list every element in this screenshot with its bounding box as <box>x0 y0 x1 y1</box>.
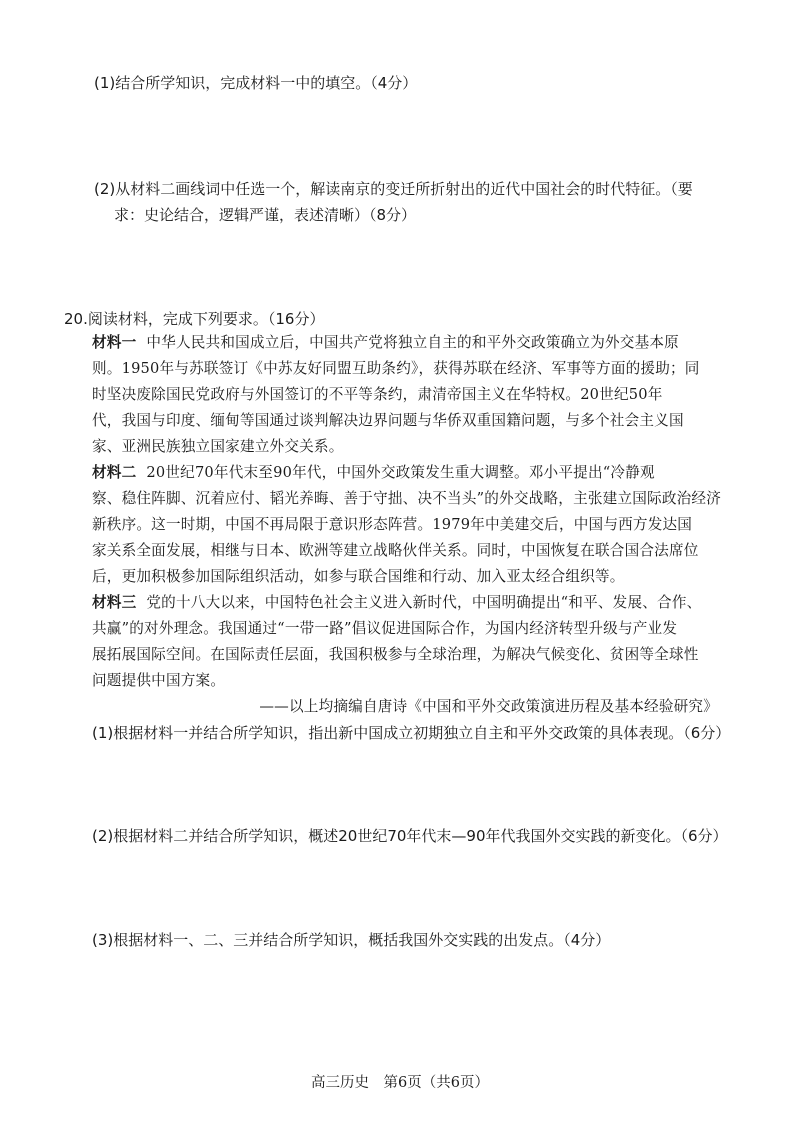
material2-line1: 材料二 20世纪70年代末至90年代，中国外交政策发生重大调整。邓小平提出“冷静观 <box>92 464 655 481</box>
material1-line4: 代，我国与印度、缅甸等国通过谈判解决边界问题与华侨双重国籍问题，与多个社会主义国 <box>92 412 684 429</box>
material2-line4: 家关系全面发展，相继与日本、欧洲等建立战略伙伴关系。同时，中国恢复在联合国合法席位 <box>92 542 699 559</box>
material1-line2: 则。1950年与苏联签订《中苏友好同盟互助条约》，获得苏联在经济、军事等方面的援助；同 <box>92 360 700 377</box>
material1-label: 材料一 <box>92 334 137 351</box>
material3-line4: 问题提供中国方案。 <box>92 672 226 689</box>
material3-line2: 共赢”的对外理念。我国通过“一带一路”倡议促进国际合作，为国内经济转型升级与产业发 <box>92 620 678 637</box>
material2-line3: 新秩序。这一时期，中国不再局限于意识形态阵营。1979年中美建交后，中国与西方发达国 <box>92 516 693 533</box>
q19-part1: (1)结合所学知识，完成材料一中的填空。（4分） <box>94 74 418 92</box>
material2-label: 材料二 <box>92 464 137 481</box>
q20-part3: (3)根据材料一、二、三并结合所学知识，概括我国外交实践的出发点。（4分） <box>92 931 611 949</box>
material2-line5: 后，更加积极参加国际组织活动，如参与联合国维和行动、加入亚太经合组织等。 <box>92 568 625 585</box>
material3-label: 材料三 <box>92 594 137 611</box>
page-footer: 高三历史 第6页（共6页） <box>311 1075 489 1091</box>
q19-part2-line2: 求：史论结合，逻辑严谨，表述清晰）（8分） <box>114 206 417 224</box>
material3-line3: 展拓展国际空间。在国际责任层面，我国积极参与全球治理，为解决气候变化、贫困等全球性 <box>92 646 699 663</box>
q20-part1: (1)根据材料一并结合所学知识，指出新中国成立初期独立自主和平外交政策的具体表现。（6分） <box>92 724 731 742</box>
q20-part2: (2)根据材料二并结合所学知识，概述20世纪70年代末—90年代我国外交实践的新变化。（6分） <box>92 827 728 845</box>
q20-title: 20.阅读材料，完成下列要求。（16分） <box>64 310 325 328</box>
material2-line2: 察、稳住阵脚、沉着应付、韬光养晦、善于守拙、决不当头”的外交战略，主张建立国际政治经济 <box>92 490 722 507</box>
material1-line3: 时坚决废除国民党政府与外国签订的不平等条约，肃清帝国主义在华特权。20世纪50年 <box>92 386 663 403</box>
q19-part2-line1: (2)从材料二画线词中任选一个，解读南京的变迁所折射出的近代中国社会的时代特征。（要 <box>94 180 693 198</box>
material-source: ——以上均摘编自唐诗《中国和平外交政策演进历程及基本经验研究》 <box>259 698 718 715</box>
material1-line5: 家、亚洲民族独立国家建立外交关系。 <box>92 438 344 455</box>
material3-line1: 材料三 党的十八大以来，中国特色社会主义进入新时代，中国明确提出“和平、发展、合作、 <box>92 594 702 611</box>
material1-line1: 材料一 中华人民共和国成立后，中国共产党将独立自主的和平外交政策确立为外交基本原 <box>92 334 679 351</box>
